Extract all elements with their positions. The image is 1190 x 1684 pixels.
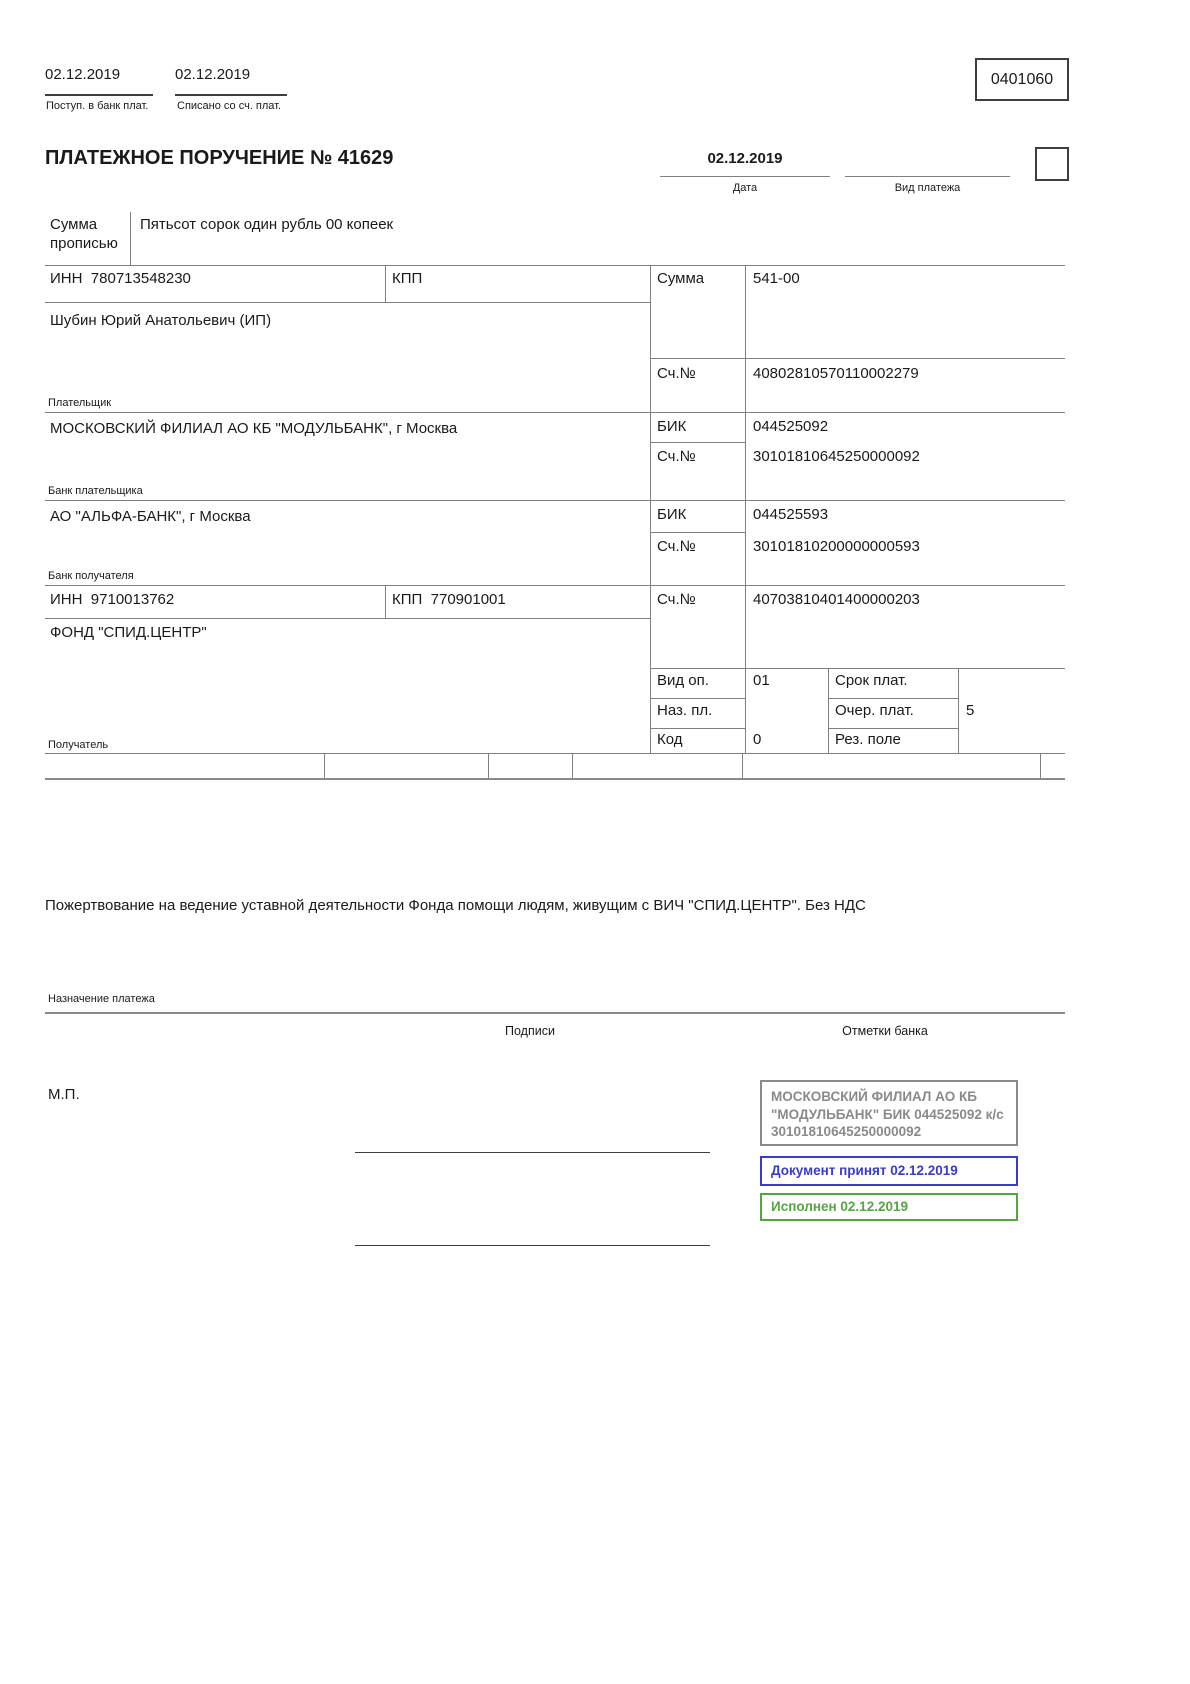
payment-type-checkbox <box>1035 147 1069 181</box>
received-date-label: Поступ. в банк плат. <box>46 100 149 112</box>
grid-label-value-divider <box>745 265 746 753</box>
bank-marks-label: Отметки банка <box>842 1024 928 1038</box>
payee-kpp-label: КПП <box>392 591 423 608</box>
amount-words-divider <box>130 212 131 265</box>
purpose-code-label: Наз. пл. <box>657 702 713 719</box>
payer-section-label: Плательщик <box>48 397 112 409</box>
op-type-value: 01 <box>753 672 770 689</box>
document-accepted-badge <box>760 1156 1018 1186</box>
payee-bank-bik-cell-line <box>650 532 745 533</box>
purpose-code-cell-line <box>650 728 745 729</box>
strip-divider-2 <box>488 753 489 778</box>
document-title: ПЛАТЕЖНОЕ ПОРУЧЕНИЕ № 41629 <box>45 147 394 169</box>
received-date: 02.12.2019 <box>45 66 121 83</box>
date-underline <box>660 176 830 177</box>
purpose-bottom-line <box>45 1012 1065 1014</box>
payee-bank-bik-label: БИК <box>657 506 687 523</box>
payer-bank-name: МОСКОВСКИЙ ФИЛИАЛ АО КБ "МОДУЛЬБАНК", г Москва <box>50 420 458 437</box>
payer-inn-value: 780713548230 <box>90 270 191 287</box>
signature-line-1 <box>355 1152 710 1153</box>
payee-inn-cell <box>50 591 174 610</box>
payer-bank-section-label: Банк плательщика <box>48 485 143 497</box>
payer-bank-account-value: 30101810645250000092 <box>753 448 920 465</box>
amount-in-words: Пятьсот сорок один рубль 00 копеек <box>140 216 394 233</box>
form-code: 0401060 <box>990 70 1054 88</box>
payment-purpose-text: Пожертвование на ведение уставной деятельности Фонда помощи людям, живущим с ВИЧ "СПИД.ЦЕНТР". Без НДС <box>45 897 866 914</box>
sum-value: 541-00 <box>753 270 800 287</box>
code-label: Код <box>657 731 683 748</box>
pay-term-cell-line <box>828 698 958 699</box>
debited-date: 02.12.2019 <box>175 66 251 83</box>
payee-kpp-value: 770901001 <box>430 591 506 608</box>
payment-type-label: Вид платежа <box>894 182 961 194</box>
debited-date-underline <box>175 94 287 96</box>
payee-bank-account-value: 30101810200000000593 <box>753 538 920 555</box>
debited-date-label: Списано со сч. плат. <box>177 100 282 112</box>
op-columns-divider-2 <box>958 668 959 753</box>
strip-divider-4 <box>742 753 743 778</box>
payee-bank-bottom-line <box>45 585 1065 586</box>
table-bottom-thick-line <box>45 778 1065 780</box>
strip-divider-5 <box>1040 753 1041 778</box>
payee-account-bottom-line <box>650 668 1065 669</box>
reserve-label: Рез. поле <box>835 731 901 748</box>
payment-type-underline <box>845 176 1010 177</box>
sum-label: Сумма <box>657 270 705 287</box>
form-code-box <box>975 58 1069 101</box>
payer-inn-row-bottom-line <box>45 302 650 303</box>
payee-inn-label: ИНН <box>50 591 83 608</box>
payer-name: Шубин Юрий Анатольевич (ИП) <box>50 312 272 329</box>
payer-account-value: 40802810570110002279 <box>753 365 919 382</box>
bank-stamp-text: МОСКОВСКИЙ ФИЛИАЛ АО КБ "МОДУЛЬБАНК" БИК 044525092 к/с 30101810645250000092 <box>771 1089 1004 1140</box>
document-executed-text: Исполнен 02.12.2019 <box>771 1199 908 1214</box>
received-date-underline <box>45 94 153 96</box>
payee-account-label: Сч.№ <box>657 591 696 608</box>
payee-bank-account-label: Сч.№ <box>657 538 696 555</box>
payer-bank-account-label: Сч.№ <box>657 448 696 465</box>
op-type-label: Вид оп. <box>657 672 709 689</box>
priority-value: 5 <box>966 702 975 719</box>
payer-bank-bik-cell-line <box>650 442 745 443</box>
op-columns-divider-1 <box>828 668 829 753</box>
payee-name: ФОНД "СПИД.ЦЕНТР" <box>50 624 207 641</box>
priority-cell-line <box>828 728 958 729</box>
payer-bank-bottom-line <box>45 500 1065 501</box>
sum-row-bottom-line <box>650 358 1065 359</box>
payee-inn-value: 9710013762 <box>90 591 175 608</box>
date-label: Дата <box>732 182 758 194</box>
payer-account-label: Сч.№ <box>657 365 696 382</box>
op-type-cell-line <box>650 698 745 699</box>
document-accepted-text: Документ принят 02.12.2019 <box>771 1163 958 1178</box>
amount-in-words-label: Сумма прописью <box>50 216 118 252</box>
strip-divider-1 <box>324 753 325 778</box>
strip-divider-3 <box>572 753 573 778</box>
payer-inn-label: ИНН <box>50 270 83 287</box>
code-value: 0 <box>753 731 762 748</box>
payee-section-bottom-line <box>45 753 1065 754</box>
payee-bank-name: АО "АЛЬФА-БАНК", г Москва <box>50 508 251 525</box>
payee-kpp-cell <box>392 591 506 610</box>
bank-stamp-box <box>760 1080 1018 1146</box>
document-executed-badge <box>760 1193 1018 1221</box>
payee-inn-row-bottom-line <box>45 618 650 619</box>
amount-words-bottom-line <box>45 265 1065 266</box>
payee-inn-kpp-divider <box>385 585 386 618</box>
document-date: 02.12.2019 <box>707 150 783 167</box>
grid-center-divider <box>650 265 651 753</box>
payer-kpp-cell <box>392 270 426 289</box>
payer-kpp-label: КПП <box>392 270 423 287</box>
priority-label: Очер. плат. <box>835 702 914 719</box>
payee-bank-section-label: Банк получателя <box>48 570 134 582</box>
payer-inn-kpp-divider <box>385 265 386 302</box>
payer-bank-bik-value: 044525092 <box>753 418 829 435</box>
payer-section-bottom-line <box>45 412 1065 413</box>
payment-purpose-label: Назначение платежа <box>48 993 155 1005</box>
payer-inn-cell <box>50 270 191 289</box>
payer-bank-bik-label: БИК <box>657 418 687 435</box>
payee-bank-bik-value: 044525593 <box>753 506 829 523</box>
stamp-place-label: М.П. <box>48 1086 80 1103</box>
payee-section-label: Получатель <box>48 739 109 751</box>
payee-account-value: 40703810401400000203 <box>753 591 920 608</box>
signature-line-2 <box>355 1245 710 1246</box>
signatures-label: Подписи <box>505 1024 555 1038</box>
pay-term-label: Срок плат. <box>835 672 908 689</box>
